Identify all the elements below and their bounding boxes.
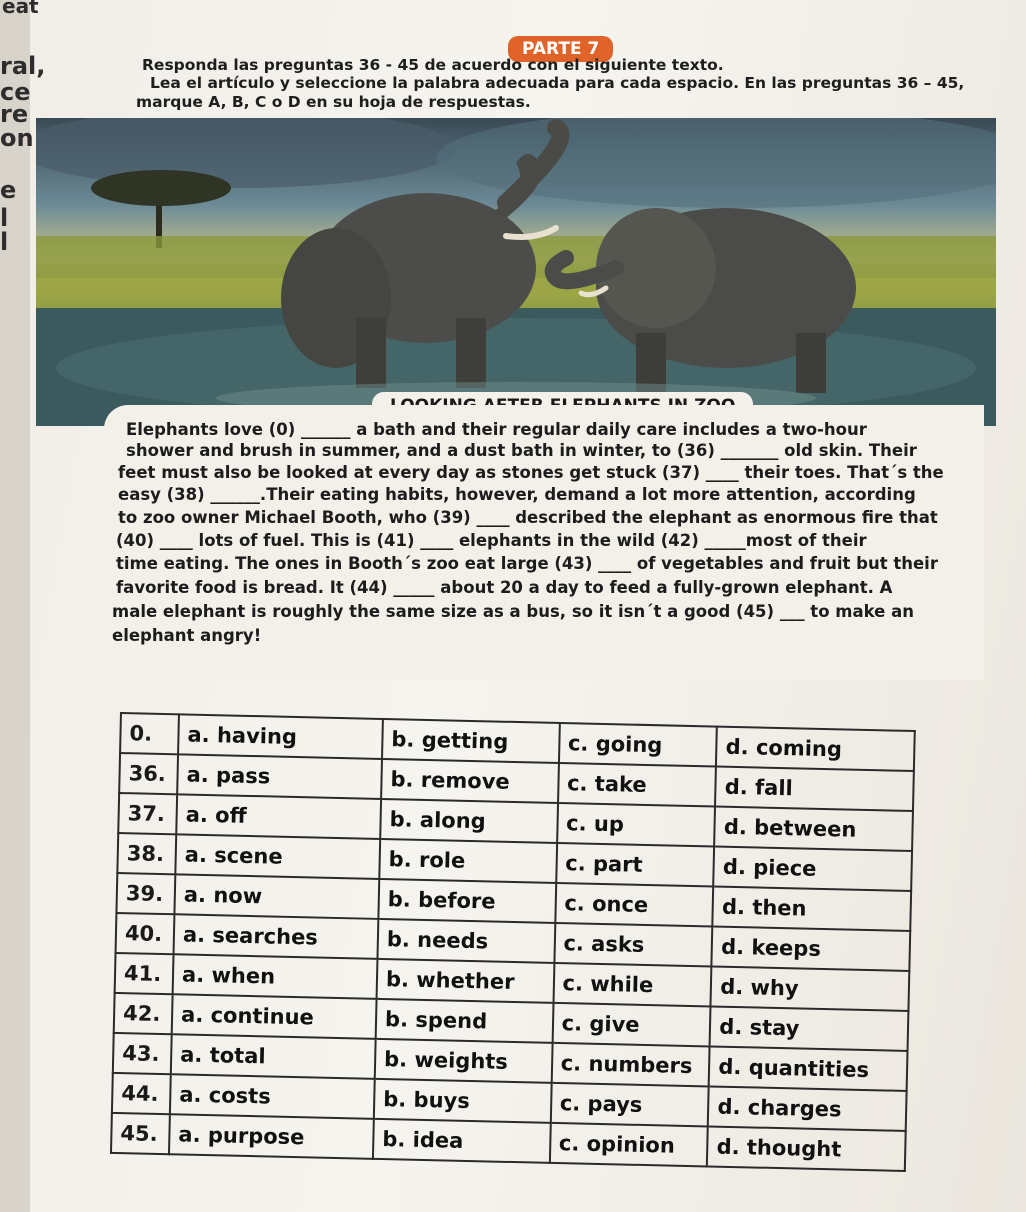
- article-line: Elephants love (0) ______ a bath and their regular daily care includes a two-hour: [126, 420, 867, 439]
- margin-word: l: [0, 204, 9, 232]
- article-line: shower and brush in summer, and a dust bath in winter, to (36) _______ old skin. Their: [126, 441, 917, 460]
- article-line: male elephant is roughly the same size as a bus, so it isn´t a good (45) ___ to make an: [112, 602, 914, 621]
- margin-word: ce: [0, 78, 31, 106]
- option-c: c. up: [557, 803, 716, 847]
- option-a: a. continue: [172, 994, 377, 1039]
- option-b: b. getting: [382, 719, 559, 763]
- option-c: c. numbers: [551, 1043, 710, 1087]
- option-a: a. searches: [174, 914, 379, 959]
- question-number: 42.: [114, 993, 173, 1034]
- option-d: d. keeps: [712, 926, 911, 970]
- option-d: d. then: [713, 887, 912, 931]
- option-a: a. scene: [175, 834, 380, 879]
- question-number: 36.: [119, 753, 178, 794]
- article-line: time eating. The ones in Booth´s zoo eat large (43) ____ of vegetables and fruit but their: [116, 554, 938, 573]
- option-d: d. coming: [716, 727, 915, 771]
- article-line: elephant angry!: [112, 626, 262, 645]
- option-b: b. idea: [373, 1119, 550, 1163]
- question-number: 44.: [112, 1073, 171, 1114]
- question-number: 37.: [118, 793, 177, 834]
- option-c: c. asks: [554, 923, 713, 967]
- option-a: a. pass: [177, 754, 382, 799]
- question-number: 43.: [113, 1033, 172, 1074]
- option-b: b. buys: [374, 1079, 551, 1123]
- margin-word: eat: [2, 0, 39, 18]
- option-b: b. needs: [377, 919, 554, 963]
- option-a: a. total: [171, 1034, 376, 1079]
- option-c: c. part: [556, 843, 715, 887]
- elephants-illustration: [36, 118, 996, 426]
- question-number: 38.: [117, 833, 176, 874]
- option-b: b. spend: [376, 999, 553, 1043]
- article-line: feet must also be looked at every day as stones get stuck (37) ____ their toes. That´s the: [118, 463, 944, 482]
- margin-word: l: [0, 228, 9, 256]
- option-b: b. along: [380, 799, 557, 843]
- option-d: d. why: [711, 966, 910, 1010]
- question-number: 45.: [111, 1113, 170, 1154]
- option-a: a. when: [173, 954, 378, 999]
- option-a: a. purpose: [169, 1114, 374, 1159]
- option-b: b. weights: [375, 1039, 552, 1083]
- option-a: a. having: [178, 714, 383, 759]
- option-c: c. pays: [550, 1083, 709, 1127]
- option-d: d. quantities: [709, 1046, 908, 1090]
- instruction-line-3: marque A, B, C o D en su hoja de respuestas.: [136, 93, 531, 111]
- option-a: a. off: [176, 794, 381, 839]
- margin-word: re: [0, 100, 29, 128]
- option-b: b. whether: [377, 959, 554, 1003]
- option-c: c. while: [553, 963, 712, 1007]
- option-c: c. take: [558, 763, 717, 807]
- question-number: 40.: [116, 913, 175, 954]
- margin-word: e: [0, 176, 17, 204]
- article-line: to zoo owner Michael Booth, who (39) ____ described the elephant as enormous fire that: [118, 508, 938, 527]
- article-line: favorite food is bread. It (44) _____ about 20 a day to feed a fully-grown elephant. A: [116, 578, 893, 597]
- margin-word: ral,: [0, 52, 46, 80]
- option-d: d. charges: [708, 1086, 907, 1130]
- question-number: 0.: [120, 713, 179, 754]
- instruction-line-2: Lea el artículo y seleccione la palabra adecuada para cada espacio. En las preguntas 36 – 45,: [150, 74, 965, 92]
- instruction-line-1: Responda las preguntas 36 - 45 de acuerdo con el siguiente texto.: [142, 56, 724, 74]
- article-line: easy (38) ______.Their eating habits, however, demand a lot more attention, according: [118, 485, 916, 504]
- option-c: c. opinion: [549, 1123, 708, 1167]
- option-d: d. stay: [710, 1006, 909, 1050]
- option-b: b. remove: [381, 759, 558, 803]
- option-d: d. piece: [714, 847, 913, 891]
- option-d: d. thought: [707, 1126, 906, 1170]
- article-line: (40) ____ lots of fuel. This is (41) ____ elephants in the wild (42) _____most of their: [116, 531, 867, 550]
- option-c: c. going: [559, 723, 718, 767]
- option-d: d. fall: [715, 767, 914, 811]
- option-c: c. give: [552, 1003, 711, 1047]
- option-d: d. between: [714, 807, 913, 851]
- option-a: a. now: [174, 874, 379, 919]
- question-number: 39.: [116, 873, 175, 914]
- option-b: b. role: [379, 839, 556, 883]
- margin-word: on: [0, 124, 34, 152]
- option-a: a. costs: [170, 1074, 375, 1119]
- option-c: c. once: [555, 883, 714, 927]
- option-b: b. before: [378, 879, 555, 923]
- elephants-photo: [36, 118, 996, 426]
- part-badge: PARTE 7: [508, 36, 613, 62]
- question-number: 41.: [115, 953, 174, 994]
- options-table: [110, 712, 916, 1172]
